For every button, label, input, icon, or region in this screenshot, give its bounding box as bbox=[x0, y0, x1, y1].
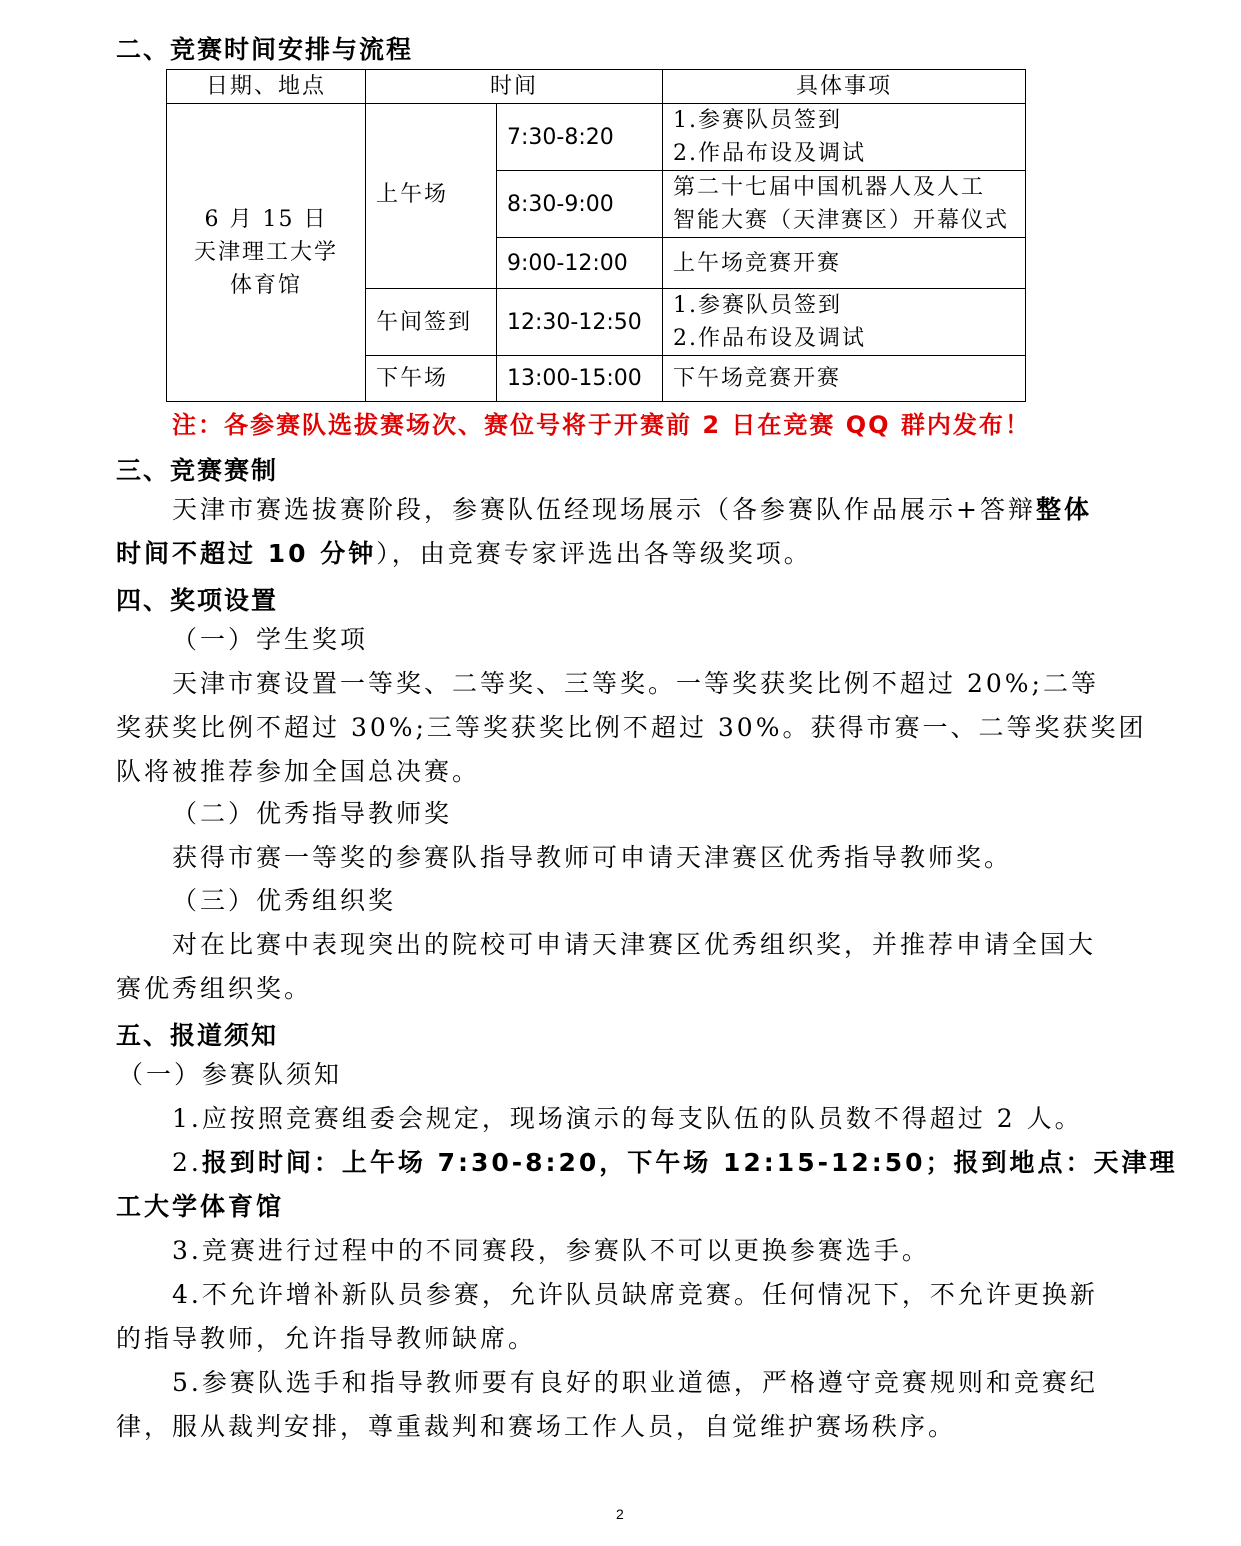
notice-item-5-line1: 5.参赛队选手和指导教师要有良好的职业道德，严格遵守竞赛规则和竞赛纪 bbox=[172, 1368, 1098, 1397]
notice-item-2-line1 bbox=[172, 1141, 1178, 1185]
bold-run: 时间不超过 10 分钟 bbox=[116, 539, 377, 568]
header-date-location: 日期、地点 bbox=[167, 70, 366, 104]
section4-sub1: （一）学生奖项 bbox=[172, 625, 369, 654]
table-row bbox=[167, 104, 1026, 171]
paragraph-line: 天津市赛设置一等奖、二等奖、三等奖。一等奖获奖比例不超过 20%;二等 bbox=[172, 669, 1099, 698]
notice-item-4-line2: 的指导教师，允许指导教师缺席。 bbox=[116, 1324, 537, 1353]
venue-hall: 体育馆 bbox=[229, 273, 302, 298]
header-time: 时间 bbox=[366, 70, 663, 104]
notice-item-1: 1.应按照竞赛组委会规定，现场演示的每支队伍的队员数不得超过 2 人。 bbox=[172, 1104, 1083, 1133]
text-run: ），由竞赛专家评选出各等级奖项。 bbox=[376, 539, 812, 568]
notice-item-3: 3.竞赛进行过程中的不同赛段，参赛队不可以更换参赛选手。 bbox=[172, 1236, 930, 1265]
section3-paragraph-line2 bbox=[116, 532, 812, 576]
time-cell: 13:00-15:00 bbox=[497, 356, 663, 402]
text-run: 天津市赛选拔赛阶段，参赛队伍经现场展示（各参赛队作品展示+答辩 bbox=[172, 495, 1036, 524]
notice-item-2-line2: 工大学体育馆 bbox=[116, 1192, 285, 1221]
session-morning: 上午场 bbox=[366, 104, 497, 289]
time-cell: 7:30-8:20 bbox=[497, 104, 663, 171]
paragraph-line: 获得市赛一等奖的参赛队指导教师可申请天津赛区优秀指导教师奖。 bbox=[172, 843, 1013, 872]
section4-sub2: （二）优秀指导教师奖 bbox=[172, 799, 453, 828]
item-number: 2. bbox=[172, 1148, 202, 1177]
detail-line: 智能大赛（天津赛区）开幕仪式 bbox=[673, 208, 1010, 233]
paragraph-line: 赛优秀组织奖。 bbox=[116, 974, 313, 1003]
details-cell bbox=[663, 104, 1026, 171]
details-cell: 下午场竞赛开赛 bbox=[663, 356, 1026, 402]
time-cell: 8:30-9:00 bbox=[497, 171, 663, 238]
table-header-row bbox=[167, 70, 1026, 104]
section5-heading: 五、报道须知 bbox=[116, 1021, 279, 1050]
bold-run: 整体 bbox=[1035, 495, 1092, 524]
details-cell bbox=[663, 171, 1026, 238]
venue-place: 天津理工大学 bbox=[193, 240, 338, 265]
red-note: 注：各参赛队选拔赛场次、赛位号将于开赛前 2 日在竞赛 QQ 群内发布！ bbox=[172, 411, 1031, 439]
header-details: 具体事项 bbox=[663, 70, 1026, 104]
page-number: 2 bbox=[616, 1506, 624, 1522]
section4-sub3: （三）优秀组织奖 bbox=[172, 886, 397, 915]
paragraph-line: 对在比赛中表现突出的院校可申请天津赛区优秀组织奖，并推荐申请全国大 bbox=[172, 930, 1097, 959]
notice-item-4-line1: 4.不允许增补新队员参赛，允许队员缺席竞赛。任何情况下，不允许更换新 bbox=[172, 1280, 1098, 1309]
section4-heading: 四、奖项设置 bbox=[116, 586, 279, 615]
detail-line: 2.作品布设及调试 bbox=[673, 141, 866, 166]
detail-line: 1.参赛队员签到 bbox=[673, 293, 842, 318]
venue-date: 6 月 15 日 bbox=[204, 207, 328, 232]
notice-item-5-line2: 律，服从裁判安排，尊重裁判和赛场工作人员，自觉维护赛场秩序。 bbox=[116, 1412, 957, 1441]
detail-line: 第二十七届中国机器人及人工 bbox=[673, 175, 986, 200]
session-afternoon: 下午场 bbox=[366, 356, 497, 402]
section3-paragraph-line1 bbox=[172, 488, 1092, 532]
section2-heading: 二、竞赛时间安排与流程 bbox=[116, 35, 414, 64]
venue-cell bbox=[167, 104, 366, 402]
detail-line: 2.作品布设及调试 bbox=[673, 326, 866, 351]
session-noon: 午间签到 bbox=[366, 289, 497, 356]
time-cell: 9:00-12:00 bbox=[497, 238, 663, 289]
detail-line: 1.参赛队员签到 bbox=[673, 108, 842, 133]
paragraph-line: 奖获奖比例不超过 30%;三等奖获奖比例不超过 30%。获得市赛一、二等奖获奖团 bbox=[116, 713, 1147, 742]
details-cell bbox=[663, 289, 1026, 356]
bold-run: 报到时间：上午场 7:30-8:20，下午场 12:15-12:50；报到地点：天津理 bbox=[201, 1148, 1178, 1177]
paragraph-line: 队将被推荐参加全国总决赛。 bbox=[116, 757, 481, 786]
details-cell: 上午场竞赛开赛 bbox=[663, 238, 1026, 289]
section5-sub1: （一）参赛队须知 bbox=[118, 1060, 343, 1089]
section3-heading: 三、竞赛赛制 bbox=[116, 456, 279, 485]
time-cell: 12:30-12:50 bbox=[497, 289, 663, 356]
schedule-table bbox=[166, 69, 1026, 402]
